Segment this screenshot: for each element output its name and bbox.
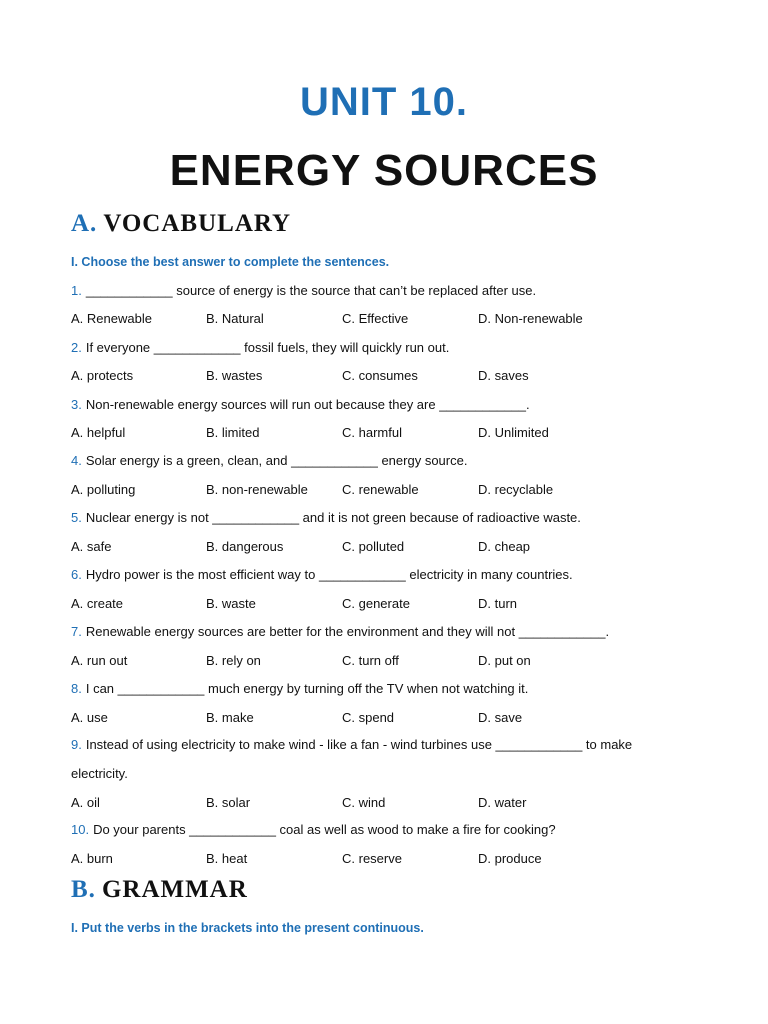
option-c[interactable]: C. Effective (342, 311, 409, 326)
option-a[interactable]: A. use (71, 710, 108, 725)
question-text: Solar energy is a green, clean, and ____________ energy source. (85, 453, 468, 468)
option-c[interactable]: C. polluted (342, 539, 405, 554)
answer-options (71, 425, 691, 445)
option-a[interactable]: A. burn (71, 851, 113, 866)
option-a[interactable]: A. polluting (71, 482, 136, 497)
question-number: 2. (71, 340, 82, 355)
question-text: Instead of using electricity to make wind - like a fan - wind turbines use ____________ to make electricity. (71, 737, 633, 781)
question-9 (71, 731, 691, 788)
option-b[interactable]: B. solar (206, 795, 251, 810)
option-b[interactable]: B. heat (206, 851, 248, 866)
option-a[interactable]: A. Renewable (71, 311, 152, 326)
option-a[interactable]: A. helpful (71, 425, 126, 440)
option-d[interactable]: D. put on (478, 653, 531, 668)
option-b[interactable]: B. dangerous (206, 539, 284, 554)
question-1 (71, 277, 691, 306)
option-b[interactable]: B. Natural (206, 311, 264, 326)
question-number: 5. (71, 510, 82, 525)
option-d[interactable]: D. saves (478, 368, 529, 383)
answer-options (71, 851, 691, 871)
answer-options (71, 311, 691, 331)
answer-options (71, 653, 691, 673)
option-a[interactable]: A. oil (71, 795, 100, 810)
option-c[interactable]: C. turn off (342, 653, 399, 668)
option-d[interactable]: D. recyclable (478, 482, 554, 497)
option-a[interactable]: A. run out (71, 653, 128, 668)
option-c[interactable]: C. consumes (342, 368, 418, 383)
question-10 (71, 816, 691, 845)
question-8 (71, 675, 691, 704)
section-letter: A. (71, 210, 98, 237)
answer-options (71, 539, 691, 559)
question-text: Non-renewable energy sources will run out because they are ____________. (85, 397, 530, 412)
option-d[interactable]: D. turn (478, 596, 518, 611)
answer-options (71, 596, 691, 616)
option-d[interactable]: D. produce (478, 851, 542, 866)
option-c[interactable]: C. wind (342, 795, 386, 810)
section-label: VOCABULARY (103, 210, 292, 237)
option-c[interactable]: C. renewable (342, 482, 419, 497)
question-text: Renewable energy sources are better for the environment and they will not ____________. (85, 624, 610, 639)
section-heading-grammar (71, 876, 248, 904)
option-b[interactable]: B. non-renewable (206, 482, 308, 497)
question-number: 1. (71, 283, 82, 298)
answer-options (71, 795, 691, 815)
question-text: Nuclear energy is not ____________ and it is not green because of radioactive waste. (85, 510, 581, 525)
option-c[interactable]: C. spend (342, 710, 395, 725)
question-number: 9. (71, 737, 82, 752)
option-b[interactable]: B. limited (206, 425, 260, 440)
section-instruction: I. Choose the best answer to complete the sentences. (71, 255, 390, 269)
question-2 (71, 334, 691, 363)
question-number: 10. (71, 822, 90, 837)
page-title: ENERGY SOURCES (169, 146, 599, 195)
option-b[interactable]: B. make (206, 710, 254, 725)
option-a[interactable]: A. safe (71, 539, 112, 554)
question-number: 7. (71, 624, 82, 639)
option-d[interactable]: D. Non-renewable (478, 311, 583, 326)
question-number: 4. (71, 453, 82, 468)
answer-options (71, 710, 691, 730)
question-7 (71, 618, 691, 647)
question-4 (71, 447, 691, 476)
option-b[interactable]: B. wastes (206, 368, 263, 383)
question-text: Do your parents ____________ coal as well as wood to make a fire for cooking? (93, 822, 556, 837)
option-d[interactable]: D. cheap (478, 539, 531, 554)
option-b[interactable]: B. waste (206, 596, 256, 611)
question-5 (71, 504, 691, 533)
option-a[interactable]: A. protects (71, 368, 134, 383)
question-number: 8. (71, 681, 82, 696)
option-b[interactable]: B. rely on (206, 653, 261, 668)
question-3 (71, 391, 691, 420)
option-c[interactable]: C. harmful (342, 425, 402, 440)
unit-title: UNIT 10. (299, 80, 469, 124)
option-a[interactable]: A. create (71, 596, 124, 611)
section-instruction: I. Put the verbs in the brackets into the present continuous. (71, 921, 424, 935)
section-heading-vocabulary (71, 210, 291, 238)
answer-options (71, 368, 691, 388)
answer-options (71, 482, 691, 502)
question-6 (71, 561, 691, 590)
question-text: Hydro power is the most efficient way to ____________ electricity in many countries. (85, 567, 573, 582)
option-d[interactable]: D. save (478, 710, 523, 725)
question-number: 6. (71, 567, 82, 582)
question-number: 3. (71, 397, 82, 412)
question-text: I can ____________ much energy by turning off the TV when not watching it. (85, 681, 529, 696)
section-label: GRAMMAR (101, 876, 248, 903)
option-c[interactable]: C. generate (342, 596, 410, 611)
option-d[interactable]: D. Unlimited (478, 425, 549, 440)
option-c[interactable]: C. reserve (342, 851, 402, 866)
section-letter: B. (71, 876, 96, 903)
option-d[interactable]: D. water (478, 795, 527, 810)
question-text: ____________ source of energy is the source that can’t be replaced after use. (85, 283, 537, 298)
question-text: If everyone ____________ fossil fuels, they will quickly run out. (85, 340, 450, 355)
